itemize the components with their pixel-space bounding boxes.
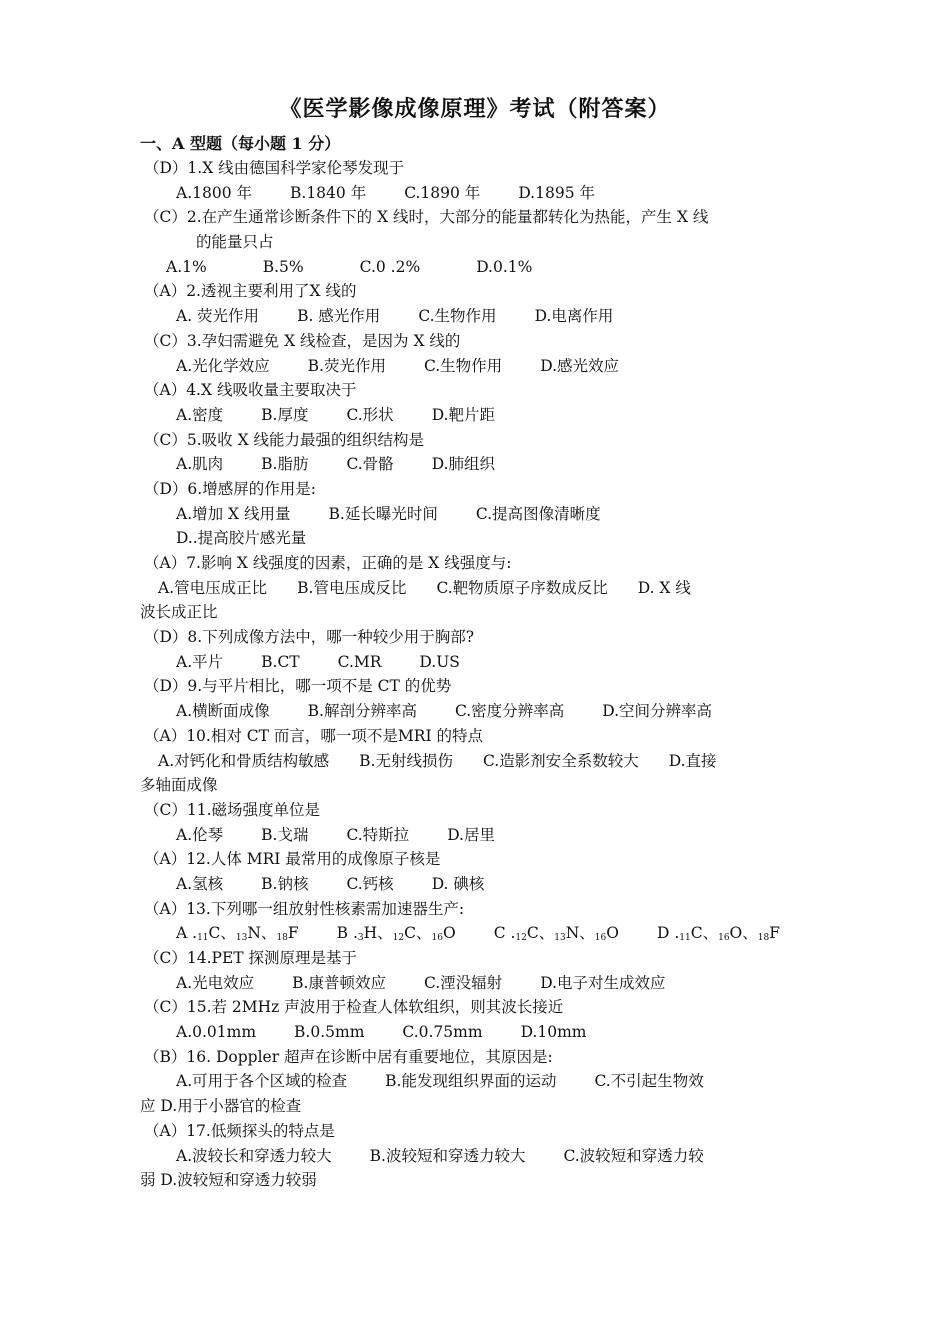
answer-option: C.1890 年 (404, 183, 481, 202)
answer-option: C.形状 (346, 405, 394, 424)
question-stem: （D）6.增感屏的作用是: (144, 479, 316, 498)
answer-option: D. 碘核 (431, 874, 485, 893)
answer-option: D.电离作用 (534, 307, 614, 326)
question-stem: （C）2.在产生通常诊断条件下的 X 线时，大部分的能量都转化为热能，产生 X 线 (144, 208, 709, 227)
answer-option: A.光化学效应 (176, 356, 270, 375)
question-stem: （C）15.若 2MHz 声波用于检查人体软组织，则其波长接近 (144, 998, 564, 1017)
answer-option: D..提高胶片感光量 (176, 529, 307, 548)
question-text-continued: 应 D.用于小器官的检查 (140, 1097, 302, 1116)
answer-option: B.无射线损伤 (359, 751, 453, 770)
element-symbol: O (606, 924, 619, 943)
answer-option: A.密度 (176, 405, 224, 424)
answer-options (0, 749, 950, 774)
answer-option: A.对钙化和骨质结构敏感 (158, 751, 330, 770)
question-stem: （A）10.相对 CT 而言，哪一项不是MRI 的特点 (144, 726, 483, 745)
nuclide-option: B $._3H$、$_{12}$C、$_{16}$O (336, 924, 456, 944)
answer-option: D.1895 年 (518, 183, 595, 202)
mass-number: 12 (392, 933, 405, 944)
answer-option: A.1800 年 (176, 183, 252, 202)
answer-option: C.骨骼 (346, 455, 394, 474)
mass-number: 13 (554, 933, 566, 944)
mass-number: 16 (431, 933, 443, 944)
answer-options (0, 823, 950, 848)
element-symbol: O (729, 924, 743, 943)
mass-number: 3 (357, 933, 364, 944)
answer-option: A.管电压成正比 (158, 578, 268, 597)
question-stem: （A）13.下列哪一组放射性核素需加速器生产: (144, 899, 465, 918)
answer-option: C.湮没辐射 (423, 973, 503, 992)
answer-option: A.增加 X 线用量 (176, 504, 291, 523)
element-symbol: O (442, 924, 456, 943)
question-stem: （A）12.人体 MRI 最常用的成像原子核是 (144, 850, 441, 869)
mass-number: 18 (276, 933, 288, 944)
element-symbol: H (363, 924, 378, 943)
answer-option: A.平片 (176, 652, 224, 671)
answer-option: A.光电效应 (176, 973, 255, 992)
question-stem: （A）4.X 线吸收量主要取决于 (144, 381, 357, 400)
answer-options (0, 1020, 950, 1045)
nuclide-option: C $._{12}C$、$_{13}$N、$_{16}$O (493, 924, 619, 944)
answer-option: C.造影剂安全系数较大 (482, 751, 639, 770)
answer-options (0, 354, 950, 379)
question-stem: （A）17.低频探头的特点是 (144, 1121, 335, 1140)
answer-option: B.康普顿效应 (292, 973, 386, 992)
question-stem: （D）1.X 线由德国科学家伦琴发现于 (144, 159, 405, 177)
element-symbol: C (690, 924, 703, 943)
answer-option: B.解剖分辨率高 (307, 702, 417, 721)
answer-option: D.感光效应 (540, 356, 620, 375)
question-stem: （C）3.孕妇需避免 X 线检查，是因为 X 线的 (144, 331, 461, 350)
element-symbol: C (208, 924, 221, 943)
question-text-continued: 多轴面成像 (140, 776, 218, 795)
answer-option: B.5% (262, 257, 304, 276)
answer-option: C.0.75mm (402, 1023, 483, 1042)
answer-option: C.密度分辨率高 (454, 702, 565, 721)
answer-option: C.波较短和穿透力较 (563, 1146, 704, 1165)
question-stem: （D）8.下列成像方法中，哪一种较少用于胸部? (144, 628, 475, 647)
answer-option: D.0.1% (476, 257, 533, 276)
answer-option: B.厚度 (261, 405, 309, 424)
answer-option: D.居里 (447, 825, 495, 844)
answer-option: C.不引起生物效 (594, 1072, 704, 1091)
mass-number: 16 (594, 933, 607, 944)
answer-option: B.脂肪 (261, 455, 309, 474)
mass-number: 16 (718, 933, 730, 944)
answer-option: C.生物作用 (423, 356, 503, 375)
answer-option: B.管电压成反比 (297, 578, 407, 597)
answer-option: C.MR (337, 652, 382, 671)
nuclide-option: A $._{11}C$、$_{13}$N、$_{18}$F (176, 924, 299, 944)
answer-option: B.能发现组织界面的运动 (385, 1072, 557, 1091)
answer-option: A. 荧光作用 (176, 307, 260, 326)
answer-option: B.CT (261, 652, 300, 671)
answer-option: C.靶物质原子序数成反比 (436, 578, 608, 597)
answer-option: A.可用于各个区域的检查 (176, 1072, 348, 1091)
answer-options (0, 502, 950, 527)
element-symbol: C (526, 924, 539, 943)
element-symbol: C (404, 924, 417, 943)
answer-option: A.肌肉 (176, 455, 224, 474)
answer-option: B.戈瑞 (261, 825, 309, 844)
answer-options (0, 971, 950, 996)
question-stem: （A）7.影响 X 线强度的因素，正确的是 X 线强度与: (144, 554, 512, 572)
element-symbol: F (769, 924, 780, 943)
answer-option: B.0.5mm (294, 1023, 365, 1042)
answer-option: D. X 线 (637, 578, 691, 597)
question-stem: （C）11.磁场强度单位是 (144, 800, 321, 819)
answer-option: D.电子对生成效应 (540, 973, 666, 992)
answer-options (0, 181, 950, 206)
answer-option: C.0 .2% (359, 257, 421, 276)
nuclide-option-letter: C . (493, 924, 516, 943)
nuclide-option-letter: D . (656, 924, 680, 943)
answer-option: B.钠核 (261, 874, 309, 893)
answer-options (0, 452, 950, 477)
answer-option: C.钙核 (346, 874, 394, 893)
answer-option: A.横断面成像 (176, 702, 270, 721)
mass-number: 18 (757, 933, 770, 944)
mass-number: 12 (515, 933, 527, 944)
answer-options (0, 403, 950, 428)
answer-options (0, 255, 950, 280)
element-symbol: N (565, 924, 580, 943)
answer-options (0, 1144, 950, 1169)
answer-option: B.荧光作用 (307, 356, 386, 375)
answer-options (0, 650, 950, 675)
question-text-continued: 波长成正比 (140, 603, 218, 622)
page-title: 《医学影像成像原理》考试（附答案） (279, 96, 671, 122)
answer-option: D.靶片距 (431, 405, 495, 424)
question-text-continued: 弱 D.波较短和穿透力较弱 (140, 1171, 317, 1190)
section-heading: 一、A 型题（每小题 1 分） (140, 134, 341, 153)
answer-option: C.提高图像清晰度 (475, 504, 601, 523)
question-text-continued: 的能量只占 (196, 233, 274, 252)
answer-option: B.延长曝光时间 (328, 504, 438, 523)
answer-option: D.肺组织 (431, 455, 495, 474)
answer-option: A.伦琴 (176, 825, 224, 844)
nuclide-option-letter: A . (176, 924, 198, 943)
question-list (0, 156, 950, 1193)
answer-option: C.特斯拉 (346, 825, 410, 844)
question-stem: （D）9.与平片相比，哪一项不是 CT 的优势 (144, 677, 452, 696)
answer-options (0, 304, 950, 329)
mass-number: 11 (679, 933, 691, 944)
answer-options (0, 1069, 950, 1094)
answer-options (0, 576, 950, 601)
answer-option: B. 感光作用 (297, 307, 381, 326)
nuclide-option: D $._{11}C$、$_{16}$O、$_{18}$F (656, 924, 780, 944)
answer-option: A.氢核 (176, 874, 224, 893)
answer-option: D.10mm (520, 1023, 587, 1042)
answer-option: B.1840 年 (290, 183, 367, 202)
mass-number: 11 (197, 933, 209, 944)
answer-options (0, 699, 950, 724)
answer-option: C.生物作用 (418, 307, 497, 326)
question-stem: （C）14.PET 探测原理是基于 (144, 949, 358, 967)
answer-option: B.波较短和穿透力较大 (369, 1146, 526, 1165)
mass-number: 13 (235, 933, 248, 944)
question-stem: （A）2.透视主要利用了X 线的 (144, 282, 357, 301)
answer-option: A.0.01mm (176, 1023, 257, 1042)
question-stem: （C）5.吸收 X 线能力最强的组织结构是 (144, 430, 425, 449)
answer-option: D.直接 (668, 751, 717, 770)
element-symbol: F (287, 924, 299, 943)
answer-option: A.1% (166, 257, 207, 276)
element-symbol: N (247, 924, 261, 943)
answer-option: D.US (419, 652, 460, 671)
nuclide-options (0, 921, 950, 946)
nuclide-option-letter: B . (336, 924, 358, 943)
answer-options (0, 526, 950, 551)
answer-option: D.空间分辨率高 (602, 702, 713, 721)
answer-option: A.波较长和穿透力较大 (176, 1146, 332, 1165)
question-stem: （B）16. Doppler 超声在诊断中居有重要地位，其原因是: (144, 1047, 553, 1066)
answer-options (0, 872, 950, 897)
